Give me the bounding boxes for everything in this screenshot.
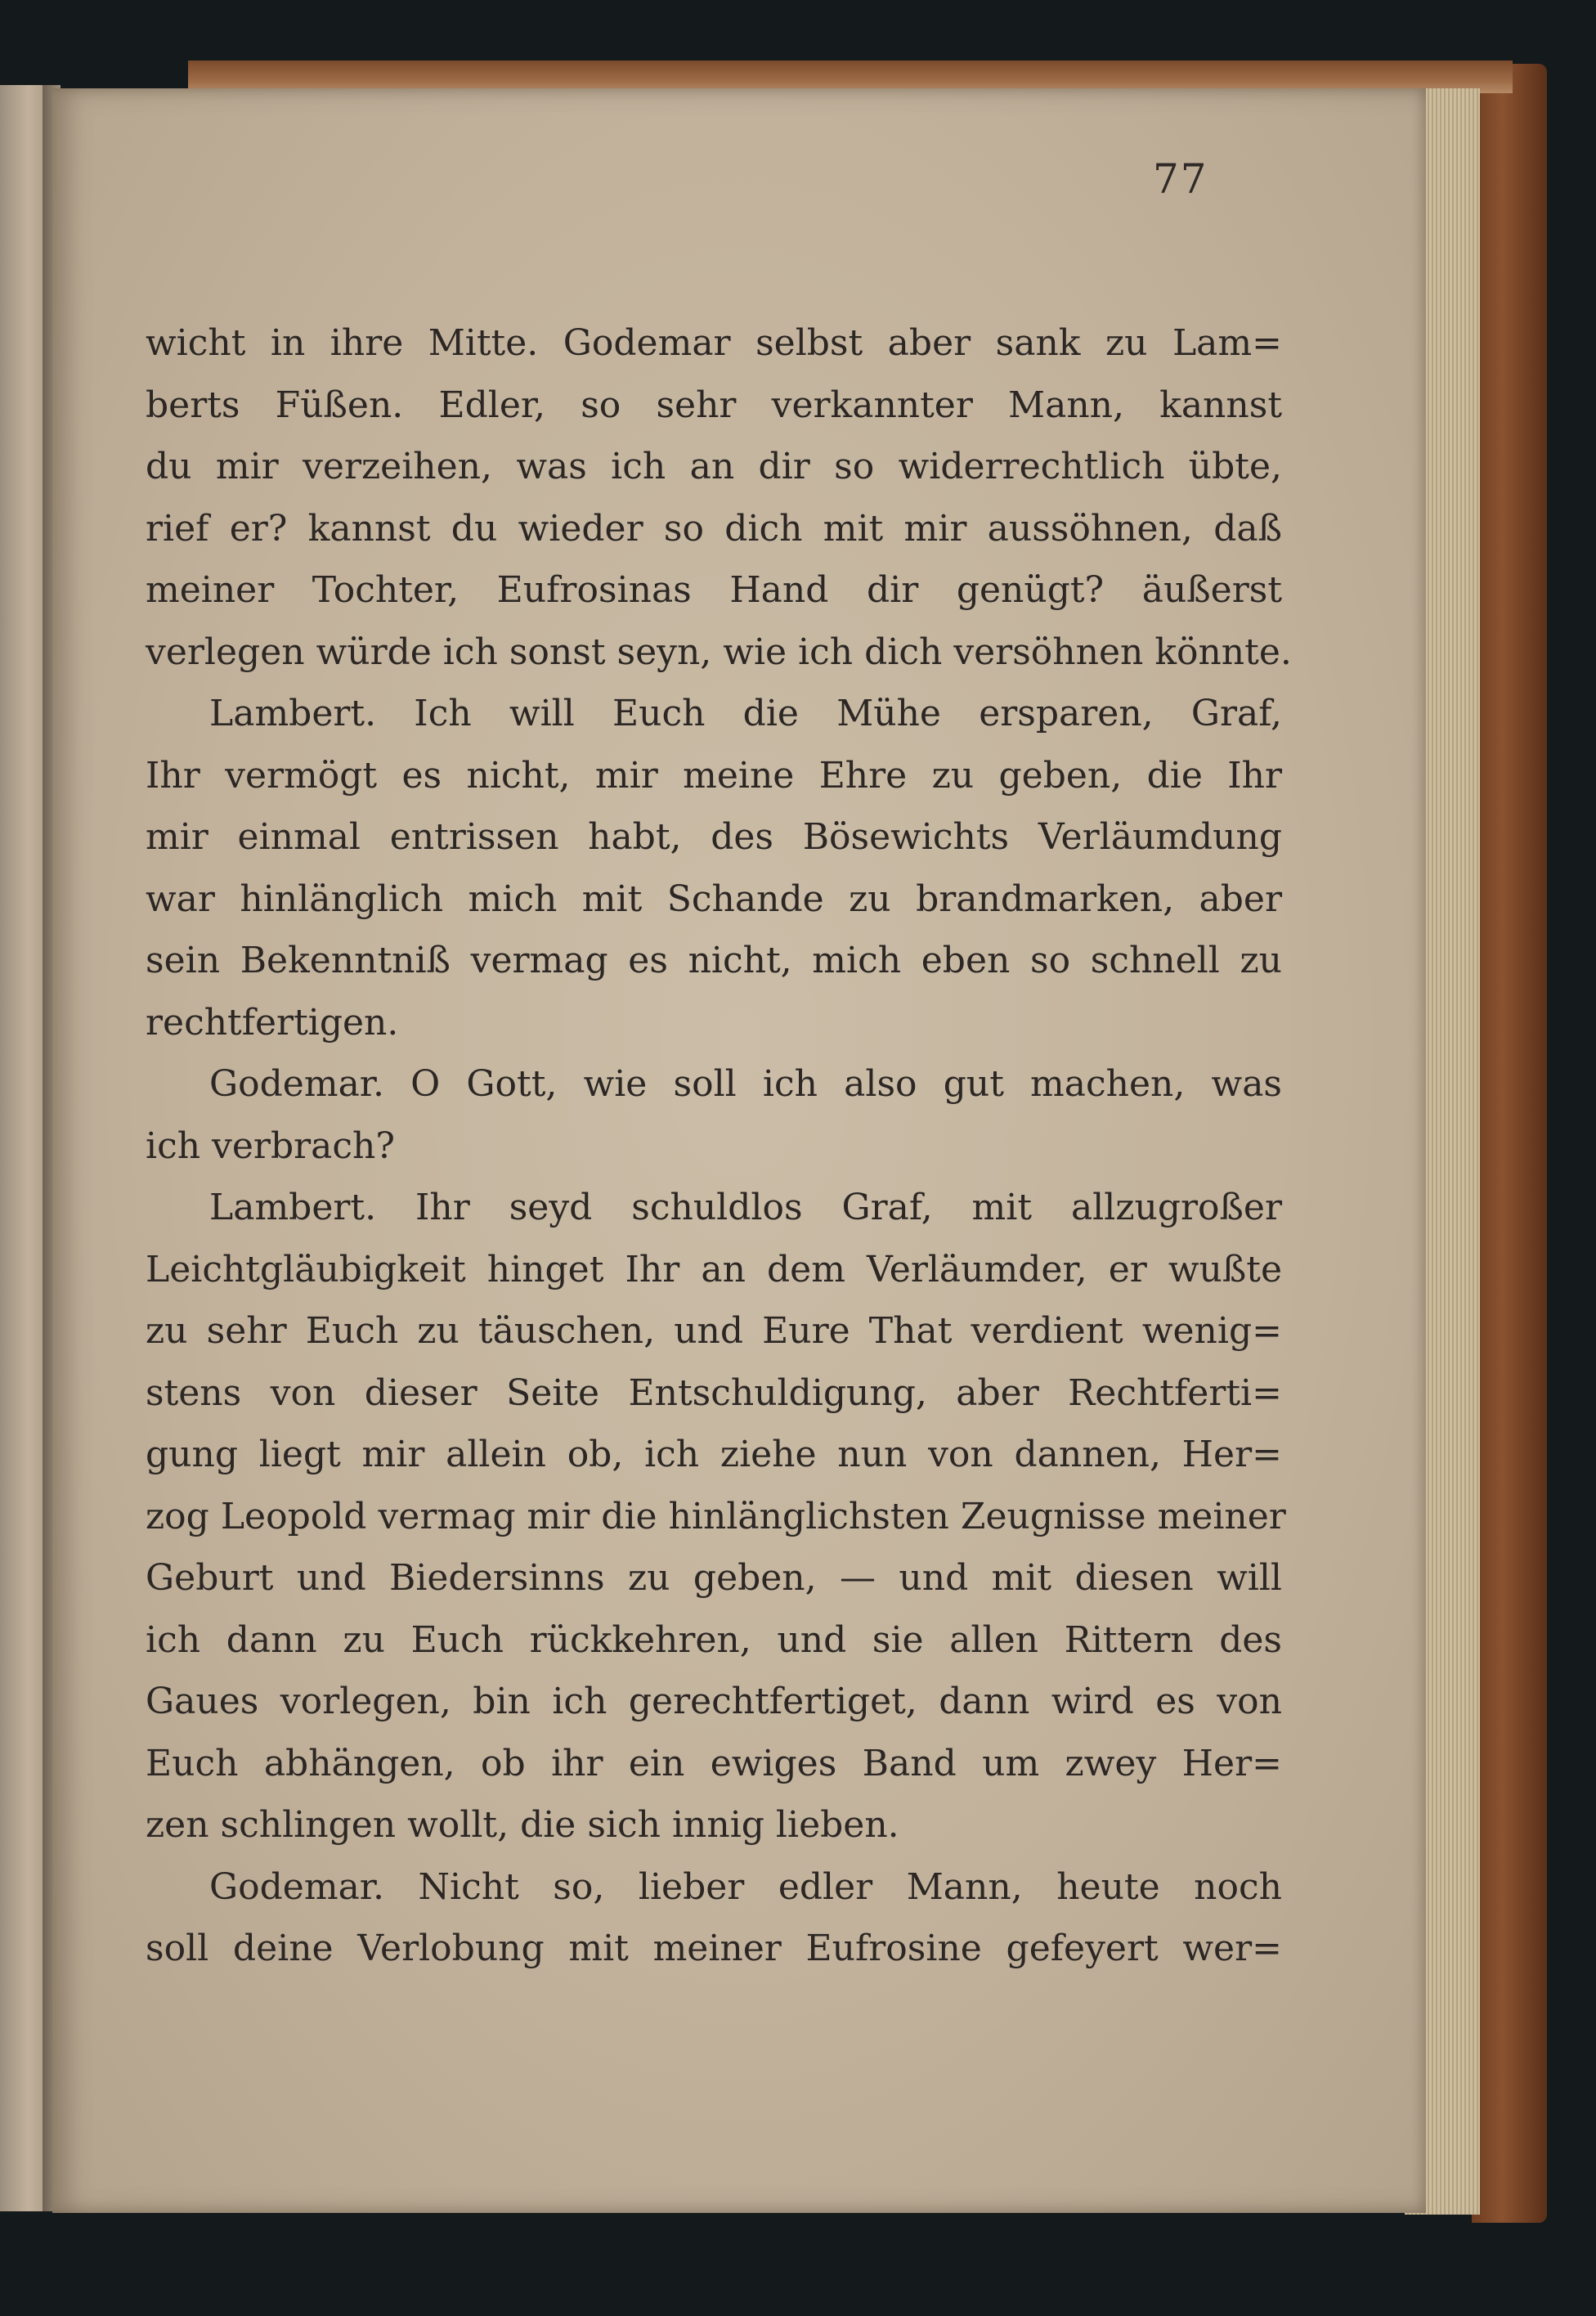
text-line: wicht in ihre Mitte. Godemar selbst aber sank zu Lam= (146, 322, 1282, 364)
text-line: rechtfertigen. (146, 1001, 399, 1044)
text-line: Godemar. O Gott, wie soll ich also gut machen, was (209, 1063, 1282, 1105)
text-line: Godemar. Nicht so, lieber edler Mann, heute noch (209, 1865, 1282, 1908)
text-line: Lambert. Ich will Euch die Mühe ersparen, Graf, (209, 693, 1282, 734)
text-line: Gaues vorlegen, bin ich gerechtfertiget, dann wird es von (146, 1681, 1282, 1722)
text-line: zog Leopold vermag mir die hinlänglichsten Zeugnisse meiner (146, 1495, 1286, 1537)
text-line: berts Füßen. Edler, so sehr verkannter Mann, kannst (146, 384, 1282, 426)
text-line: ich verbrach? (146, 1124, 395, 1167)
text-line: Ihr vermögt es nicht, mir meine Ehre zu geben, die Ihr (146, 754, 1282, 797)
text-line: zen schlingen wollt, die sich innig lieben. (146, 1804, 899, 1846)
page-number: 77 (1153, 155, 1208, 203)
text-line: stens von dieser Seite Entschuldigung, aber Rechtferti= (146, 1371, 1282, 1414)
text-line: sein Bekenntniß vermag es nicht, mich eben so schnell zu (146, 940, 1282, 981)
text-line: ich dann zu Euch rückkehren, und sie allen Rittern des (146, 1618, 1282, 1661)
text-line: soll deine Verlobung mit meiner Eufrosine gefeyert wer= (146, 1928, 1282, 1969)
text-line: mir einmal entrissen habt, des Bösewichts Verläumdung (146, 816, 1282, 858)
text-line: Leichtgläubigkeit hinget Ihr an dem Verläumder, er wußte (146, 1248, 1282, 1290)
text-line: Euch abhängen, ob ihr ein ewiges Band um zwey Her= (146, 1742, 1282, 1784)
text-line: verlegen würde ich sonst seyn, wie ich dich versöhnen könnte. (146, 631, 1292, 673)
page-text (146, 312, 1292, 1980)
text-line: war hinlänglich mich mit Schande zu brandmarken, aber (146, 877, 1282, 920)
text-line: zu sehr Euch zu täuschen, und Eure That verdient wenig= (146, 1310, 1282, 1352)
text-line: gung liegt mir allein ob, ich ziehe nun von dannen, Her= (146, 1434, 1282, 1475)
text-line: meiner Tochter, Eufrosinas Hand dir genügt? äußerst (146, 569, 1282, 611)
text-line: rief er? kannst du wieder so dich mit mir aussöhnen, daß (146, 507, 1282, 550)
text-line: Lambert. Ihr seyd schuldlos Graf, mit allzugroßer (209, 1187, 1282, 1228)
text-line: du mir verzeihen, was ich an dir so widerrechtlich übte, (146, 446, 1282, 487)
book-cover-edge (1472, 64, 1547, 2223)
text-line: Geburt und Biedersinns zu geben, — und mit diesen will (146, 1557, 1282, 1599)
